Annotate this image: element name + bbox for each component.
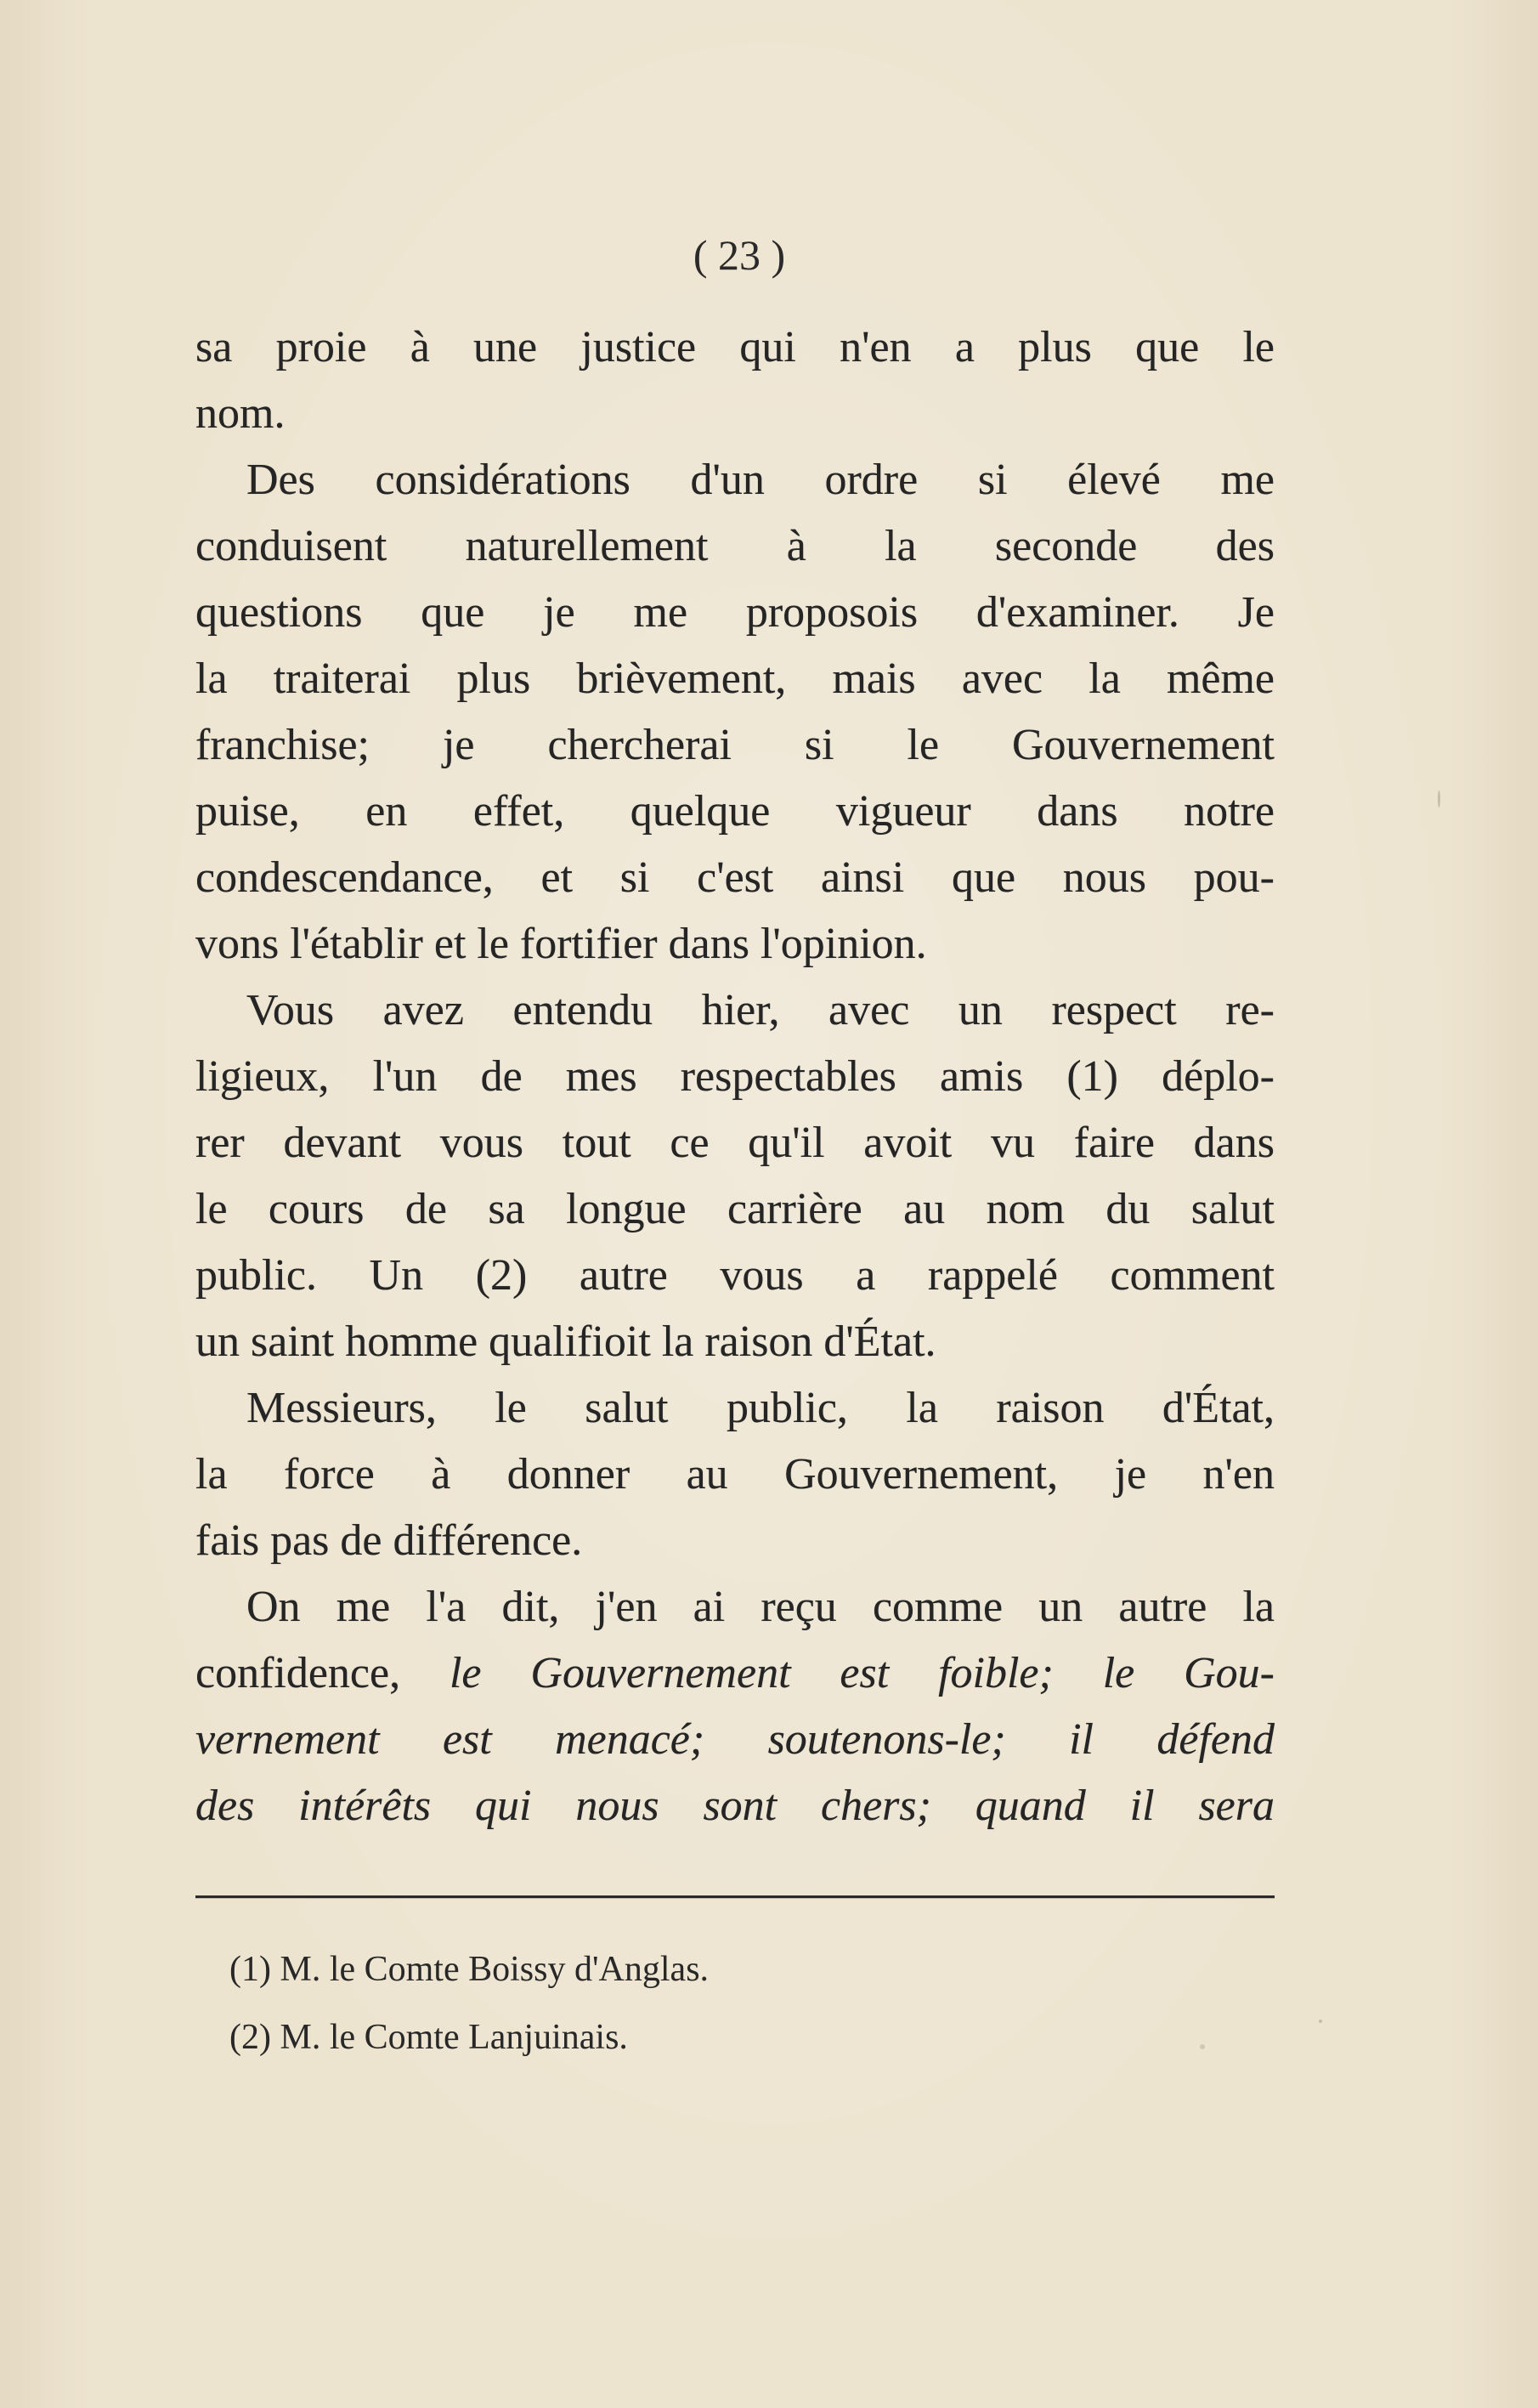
text-line: sa proie à une justice qui n'en a plus que le xyxy=(195,323,1275,371)
footnote-rule xyxy=(195,1895,1275,1898)
text-line: public. Un (2) autre vous a rappelé comment xyxy=(195,1251,1275,1300)
text-line: conduisent naturellement à la seconde des xyxy=(195,522,1275,570)
text-line: Des considérations d'un ordre si élevé me xyxy=(246,456,1275,504)
text-line: Messieurs, le salut public, la raison d'État, xyxy=(246,1384,1275,1432)
text-line: Vous avez entendu hier, avec un respect re- xyxy=(246,986,1275,1034)
text-line: puise, en effet, quelque vigueur dans notre xyxy=(195,787,1275,836)
text-line: questions que je me proposois d'examiner. Je xyxy=(195,588,1275,637)
footnote: (2) M. le Comte Lanjuinais. xyxy=(229,2018,628,2057)
text-line: nom. xyxy=(195,389,286,438)
paper-speck xyxy=(1438,790,1440,807)
body-text xyxy=(195,314,1275,1839)
paper-speck xyxy=(1319,2020,1322,2023)
text-line: franchise; je chercherai si le Gouvernement xyxy=(195,721,1275,769)
footnotes xyxy=(229,1935,1164,2071)
footnote: (1) M. le Comte Boissy d'Anglas. xyxy=(229,1950,710,1989)
paper-speck xyxy=(1200,2044,1205,2049)
text-line: un saint homme qualifioit la raison d'État. xyxy=(195,1317,936,1366)
text-line-italic: vernement est menacé; soutenons-le; il défend xyxy=(195,1715,1275,1764)
text-line: fais pas de différence. xyxy=(195,1516,583,1565)
text-line: le cours de sa longue carrière au nom du salut xyxy=(195,1185,1275,1233)
text-line: ligieux, l'un de mes respectables amis (1) déplo- xyxy=(195,1052,1275,1101)
page-number: ( 23 ) xyxy=(693,231,786,279)
text-line: la force à donner au Gouvernement, je n'en xyxy=(195,1450,1275,1499)
text-line: la traiterai plus brièvement, mais avec la même xyxy=(195,654,1275,703)
text-line-roman-part: confidence, xyxy=(195,1649,450,1697)
text-line: rer devant vous tout ce qu'il avoit vu faire dans xyxy=(195,1119,1275,1167)
text-line-mixed xyxy=(195,1640,1275,1707)
text-line: vons l'établir et le fortifier dans l'opinion. xyxy=(195,920,927,968)
text-line-italic: des intérêts qui nous sont chers; quand il sera xyxy=(195,1782,1275,1830)
text-line: condescendance, et si c'est ainsi que nous pou- xyxy=(195,853,1275,902)
text-line: On me l'a dit, j'en ai reçu comme un autre la xyxy=(246,1583,1275,1631)
text-line-italic-part: le Gouvernement est foible; le Gou- xyxy=(449,1649,1275,1697)
